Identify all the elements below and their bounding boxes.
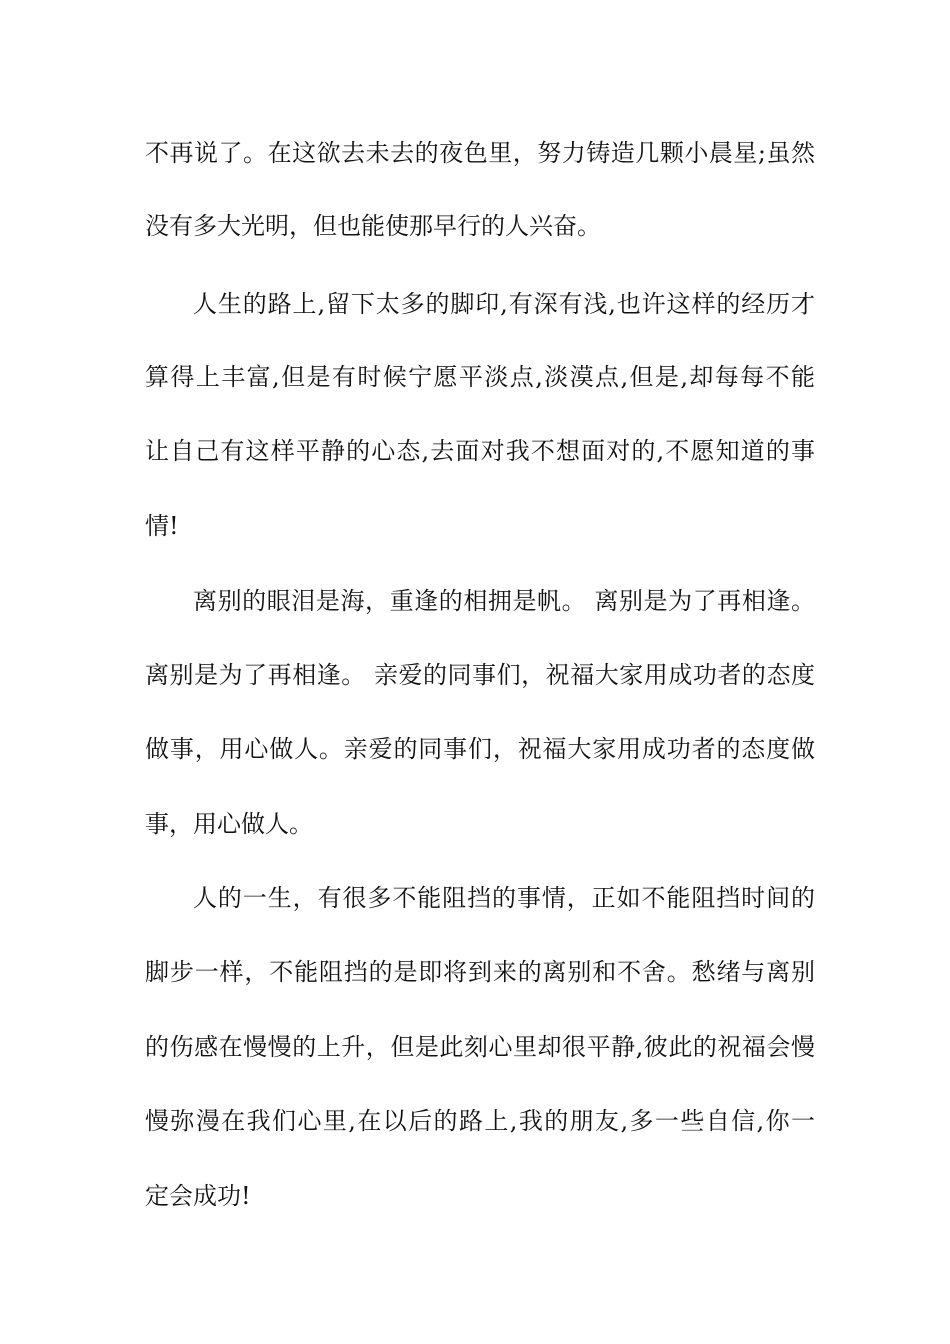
- text-line: 的伤感在慢慢的上升，但是此刻心里却很平静,彼此的祝福会慢: [145, 1033, 815, 1061]
- text-line: 人的一生，有很多不能阻挡的事情，正如不能阻挡时间的: [193, 884, 815, 912]
- text-line: 让自己有这样平静的心态,去面对我不想面对的,不愿知道的事: [145, 437, 815, 465]
- text-line: 情!: [145, 512, 179, 540]
- text-line: 人生的路上,留下太多的脚印,有深有浅,也许这样的经历才: [193, 290, 815, 318]
- text-line: 脚步一样，不能阻挡的是即将到来的离别和不舍。愁绪与离别: [145, 958, 815, 986]
- text-line: 不再说了。在这欲去未去的夜色里，努力铸造几颗小晨星;虽然: [145, 139, 815, 167]
- text-line: 没有多大光明，但也能使那早行的人兴奋。: [145, 212, 601, 240]
- text-line: 离别的眼泪是海，重逢的相拥是帆。 离别是为了再相逢。: [193, 587, 815, 615]
- text-line: 慢弥漫在我们心里,在以后的路上,我的朋友,多一些自信,你一: [145, 1107, 815, 1135]
- text-line: 定会成功!: [145, 1182, 251, 1210]
- text-line: 做事，用心做人。亲爱的同事们，祝福大家用成功者的态度做: [145, 735, 815, 763]
- text-line: 算得上丰富,但是有时候宁愿平淡点,淡漠点,但是,却每每不能: [145, 363, 815, 391]
- text-line: 离别是为了再相逢。 亲爱的同事们，祝福大家用成功者的态度: [145, 661, 815, 689]
- text-line: 事，用心做人。: [145, 810, 313, 838]
